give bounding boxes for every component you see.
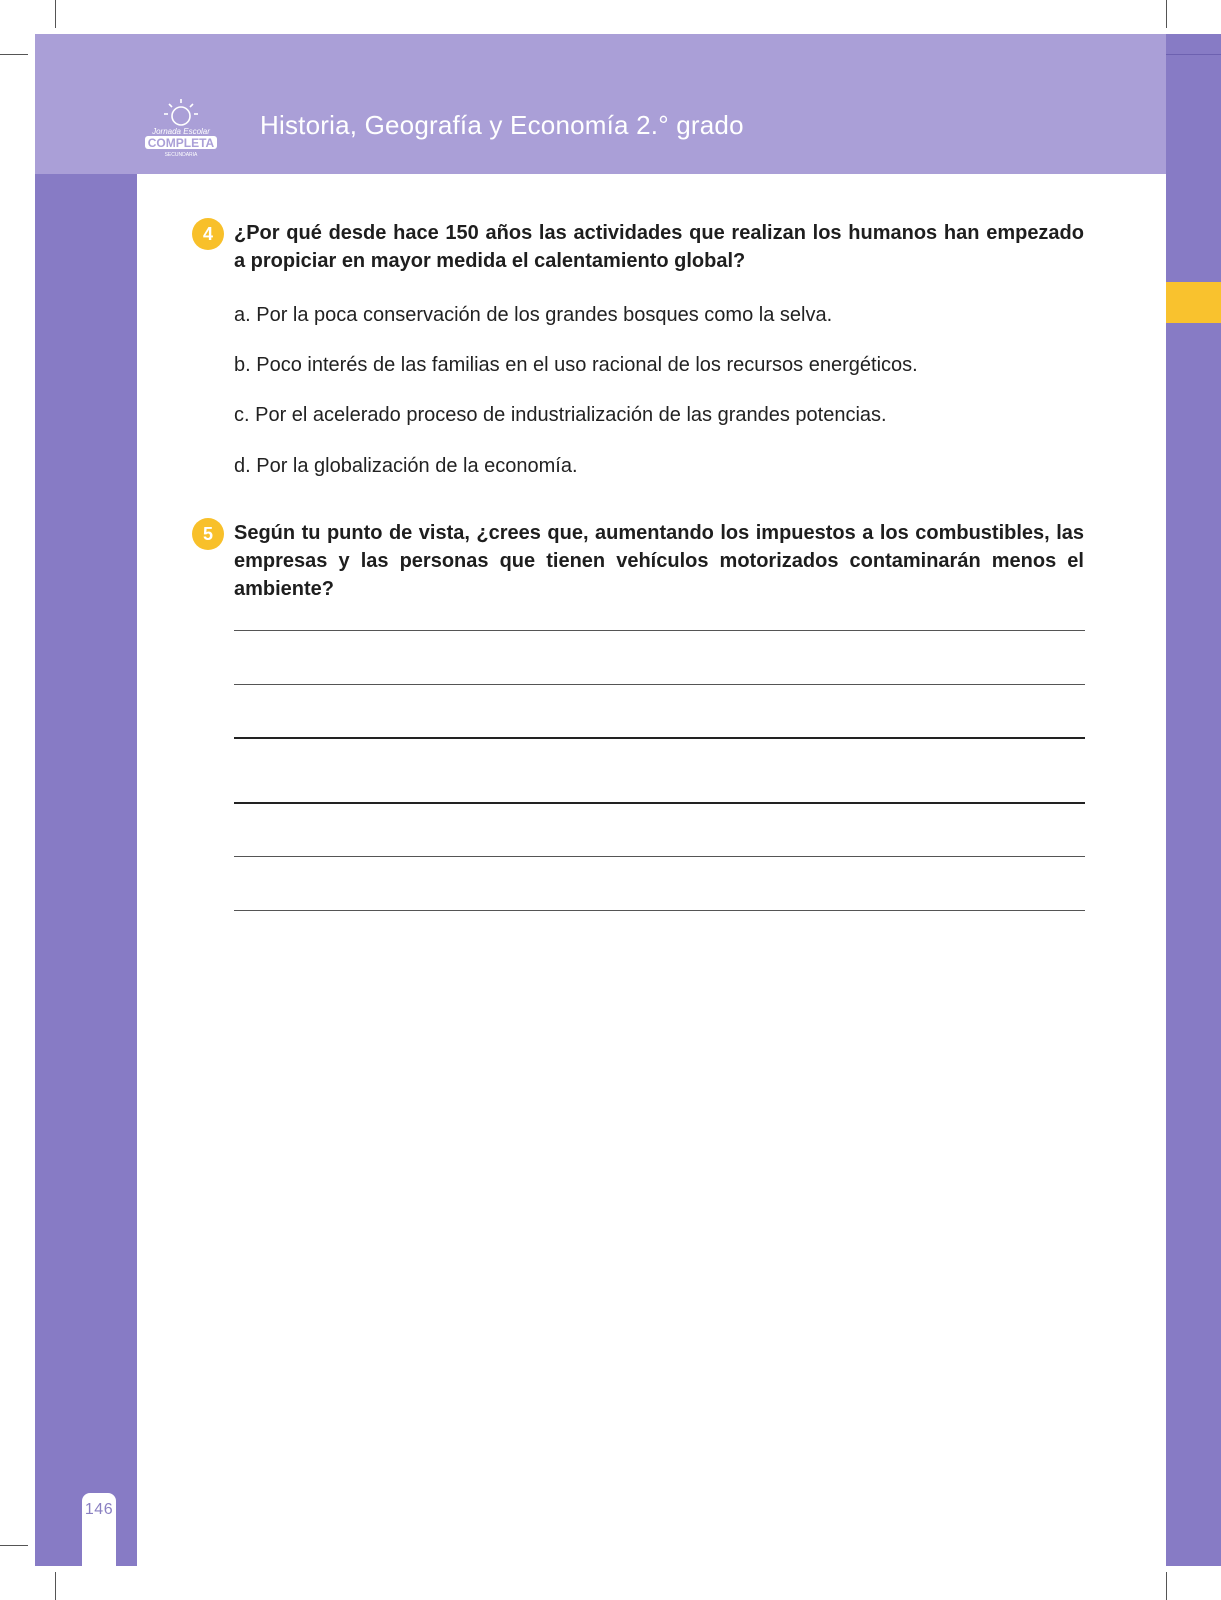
answer-line[interactable]	[234, 737, 1085, 739]
crop-mark	[0, 54, 28, 55]
question-5-badge: 5	[192, 518, 224, 550]
question-4-option-d: d. Por la globalización de la economía.	[234, 455, 578, 477]
chapter-tab-accent	[1166, 282, 1221, 323]
question-4-badge: 4	[192, 218, 224, 250]
question-4-option-a: a. Por la poca conservación de los grandes bosques como la selva.	[234, 304, 833, 326]
answer-line[interactable]	[234, 630, 1085, 631]
answer-line[interactable]	[234, 856, 1085, 857]
jornada-escolar-logo	[141, 96, 221, 158]
page-header-title: Historia, Geografía y Economía 2.° grado	[260, 110, 744, 140]
logo-top-text: Jornada Escolar	[152, 127, 210, 136]
crop-mark	[55, 1572, 56, 1600]
question-4-text: ¿Por qué desde hace 150 años las actividades que realizan los humanos han empezado a propiciar en mayor medida el calentamiento global?	[234, 222, 1084, 272]
question-4-option-b: b. Poco interés de las familias en el uso racional de los recursos energéticos.	[234, 354, 918, 376]
logo-sub-text: SECUNDARIA	[164, 152, 198, 158]
right-side-strip	[1166, 34, 1221, 1566]
logo-main-text: COMPLETA	[147, 136, 215, 150]
crop-mark	[1166, 0, 1167, 28]
crop-mark	[55, 0, 56, 28]
answer-line[interactable]	[234, 802, 1085, 804]
crop-mark	[0, 1545, 28, 1546]
question-4-option-c: c. Por el acelerado proceso de industrialización de las grandes potencias.	[234, 404, 887, 426]
answer-line[interactable]	[234, 684, 1085, 685]
question-5-text: Según tu punto de vista, ¿crees que, aumentando los impuestos a los combustibles, las empresas y las personas que tienen vehículos motorizados contaminarán menos el ambiente?	[234, 522, 1084, 600]
left-side-strip	[35, 174, 137, 1566]
answer-line[interactable]	[234, 910, 1085, 911]
crop-mark	[1166, 1572, 1167, 1600]
strip-divider	[1166, 54, 1221, 55]
page-number: 146	[84, 1501, 114, 1518]
